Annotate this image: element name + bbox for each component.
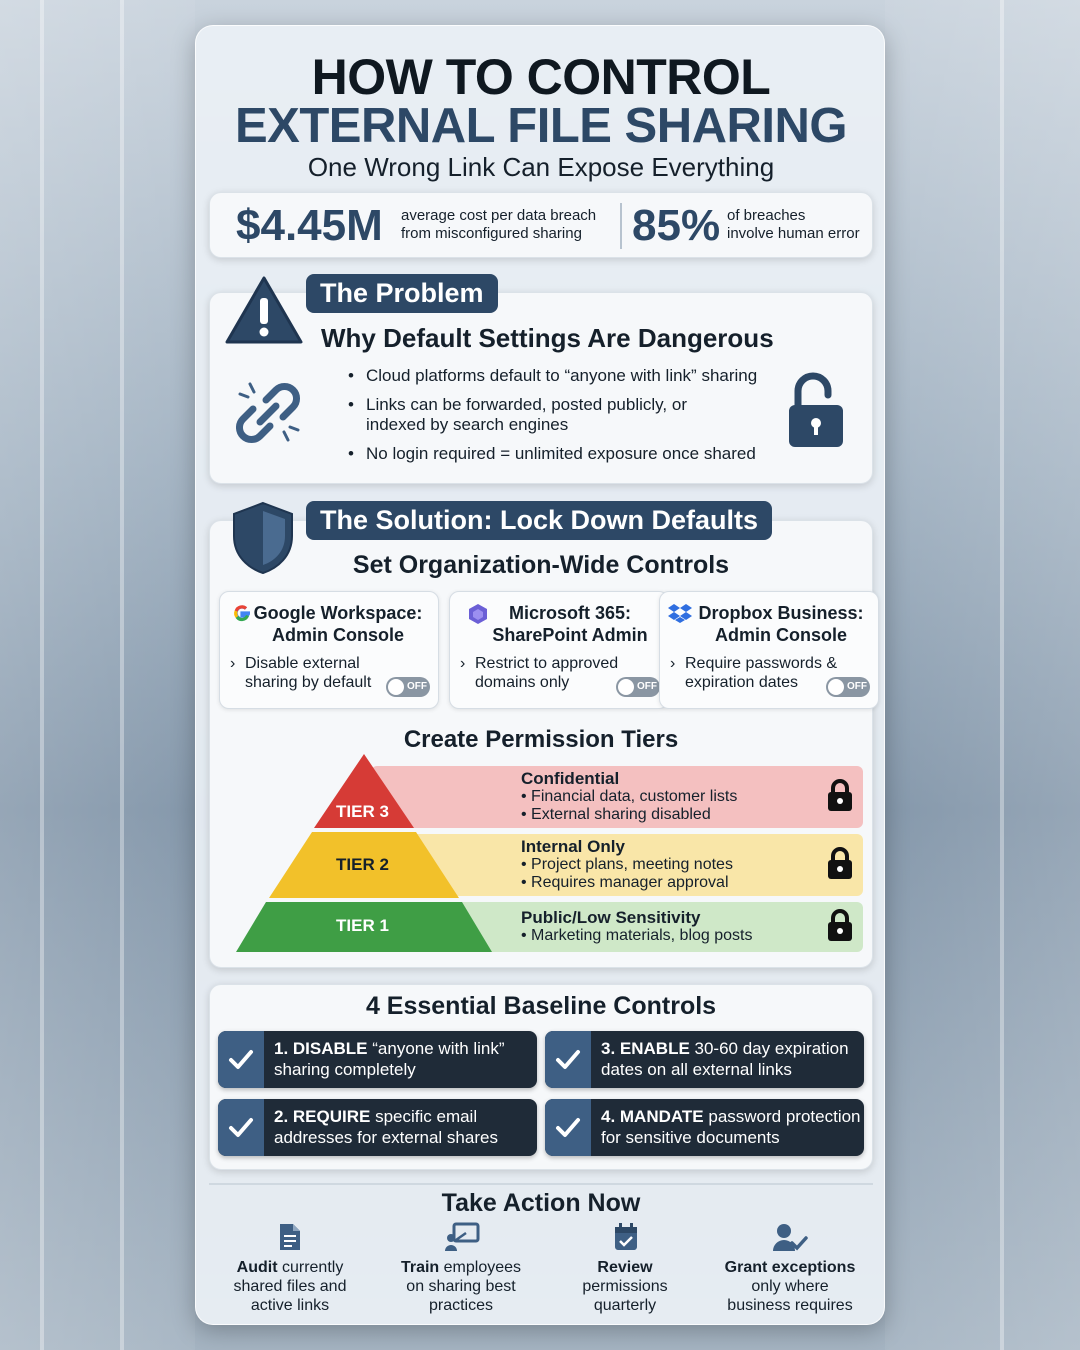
sharing-toggle[interactable]: OFF <box>826 677 870 697</box>
tiers-heading: Create Permission Tiers <box>403 726 679 753</box>
tier-detail: • External sharing disabled <box>521 806 711 823</box>
warning-triangle-icon <box>224 274 304 346</box>
lock-icon <box>826 908 854 942</box>
stat-caption: average cost per data breach from misconfigured sharing <box>401 207 597 242</box>
platform-title: Microsoft 365: SharePoint Admin <box>492 603 648 645</box>
infographic-card <box>195 25 885 1325</box>
unlocked-padlock-icon <box>786 371 846 451</box>
background-frame <box>40 0 44 1350</box>
stats-panel <box>209 192 873 258</box>
lock-icon <box>826 778 854 812</box>
tier-name: Confidential <box>521 769 620 788</box>
control-item: 4. MANDATE password protection for sensitive documents <box>545 1099 864 1156</box>
presentation-icon <box>444 1222 480 1252</box>
platform-card-dropbox: Dropbox Business: Admin Console › Require passwords & expiration dates OFF <box>659 591 879 709</box>
user-check-icon <box>772 1222 808 1252</box>
checkmark-icon <box>545 1031 591 1088</box>
action-item: Train employees on sharing best practices <box>400 1259 522 1314</box>
stat-caption: of breaches involve human error <box>727 207 860 242</box>
control-item: 1. DISABLE “anyone with link” sharing completely <box>218 1031 537 1088</box>
platform-card-microsoft: Microsoft 365: SharePoint Admin › Restrict to approved domains only OFF <box>449 591 669 709</box>
platform-card-google: Google Workspace: Admin Console › Disable external sharing by default OFF <box>219 591 439 709</box>
title-line-1: HOW TO CONTROL <box>311 49 771 105</box>
tier-label: TIER 2 <box>336 855 389 874</box>
action-item: Review permissions quarterly <box>582 1259 668 1314</box>
checkmark-icon <box>218 1031 264 1088</box>
background-frame <box>120 0 124 1350</box>
sharing-toggle[interactable]: OFF <box>386 677 430 697</box>
tier-detail: • Marketing materials, blog posts <box>521 927 753 944</box>
background-glass-right <box>885 0 1080 1350</box>
sharing-toggle[interactable]: OFF <box>616 677 660 697</box>
stat-value: $4.45M <box>236 201 383 250</box>
tier-label: TIER 1 <box>336 916 389 935</box>
problem-bullet: • No login required = unlimited exposure once shared <box>366 444 756 464</box>
tier-label: TIER 3 <box>336 802 389 821</box>
background-frame <box>1000 0 1004 1350</box>
tier-name: Public/Low Sensitivity <box>521 908 701 927</box>
problem-heading: Why Default Settings Are Dangerous <box>321 323 774 353</box>
tier-detail: • Financial data, customer lists <box>521 788 738 805</box>
checkmark-icon <box>545 1099 591 1156</box>
broken-link-icon <box>236 378 302 448</box>
subtitle: One Wrong Link Can Expose Everything <box>307 152 775 182</box>
control-item: 2. REQUIRE specific email addresses for external shares <box>218 1099 537 1156</box>
tier-detail: • Requires manager approval <box>521 874 729 891</box>
problem-bullet: • Cloud platforms default to “anyone with link” sharing <box>366 366 757 386</box>
action-item: Audit currently shared files and active links <box>233 1259 347 1314</box>
problem-tag: The Problem <box>306 274 498 313</box>
document-icon <box>277 1222 303 1252</box>
control-item: 3. ENABLE 30-60 day expiration dates on all external links <box>545 1031 864 1088</box>
background-glass-left <box>0 0 195 1350</box>
solution-heading: Set Organization-Wide Controls <box>352 551 730 579</box>
lock-icon <box>826 846 854 880</box>
solution-tag: The Solution: Lock Down Defaults <box>306 501 772 540</box>
platform-title: Dropbox Business: Admin Console <box>698 603 864 645</box>
problem-bullet: • Links can be forwarded, posted publicly, or indexed by search engines <box>366 395 687 435</box>
actions-heading: Take Action Now <box>441 1189 641 1217</box>
action-item: Grant exceptions only where business requires <box>724 1259 856 1314</box>
tier-detail: • Project plans, meeting notes <box>521 856 733 873</box>
calendar-check-icon <box>613 1222 639 1252</box>
tier-name: Internal Only <box>521 837 625 856</box>
title-line-2: EXTERNAL FILE SHARING <box>234 99 848 153</box>
controls-heading: 4 Essential Baseline Controls <box>365 992 717 1020</box>
checkmark-icon <box>218 1099 264 1156</box>
stat-divider <box>620 203 622 249</box>
stat-value: 85% <box>632 201 721 250</box>
platform-title: Google Workspace: Admin Console <box>253 603 423 645</box>
divider <box>209 1183 873 1185</box>
